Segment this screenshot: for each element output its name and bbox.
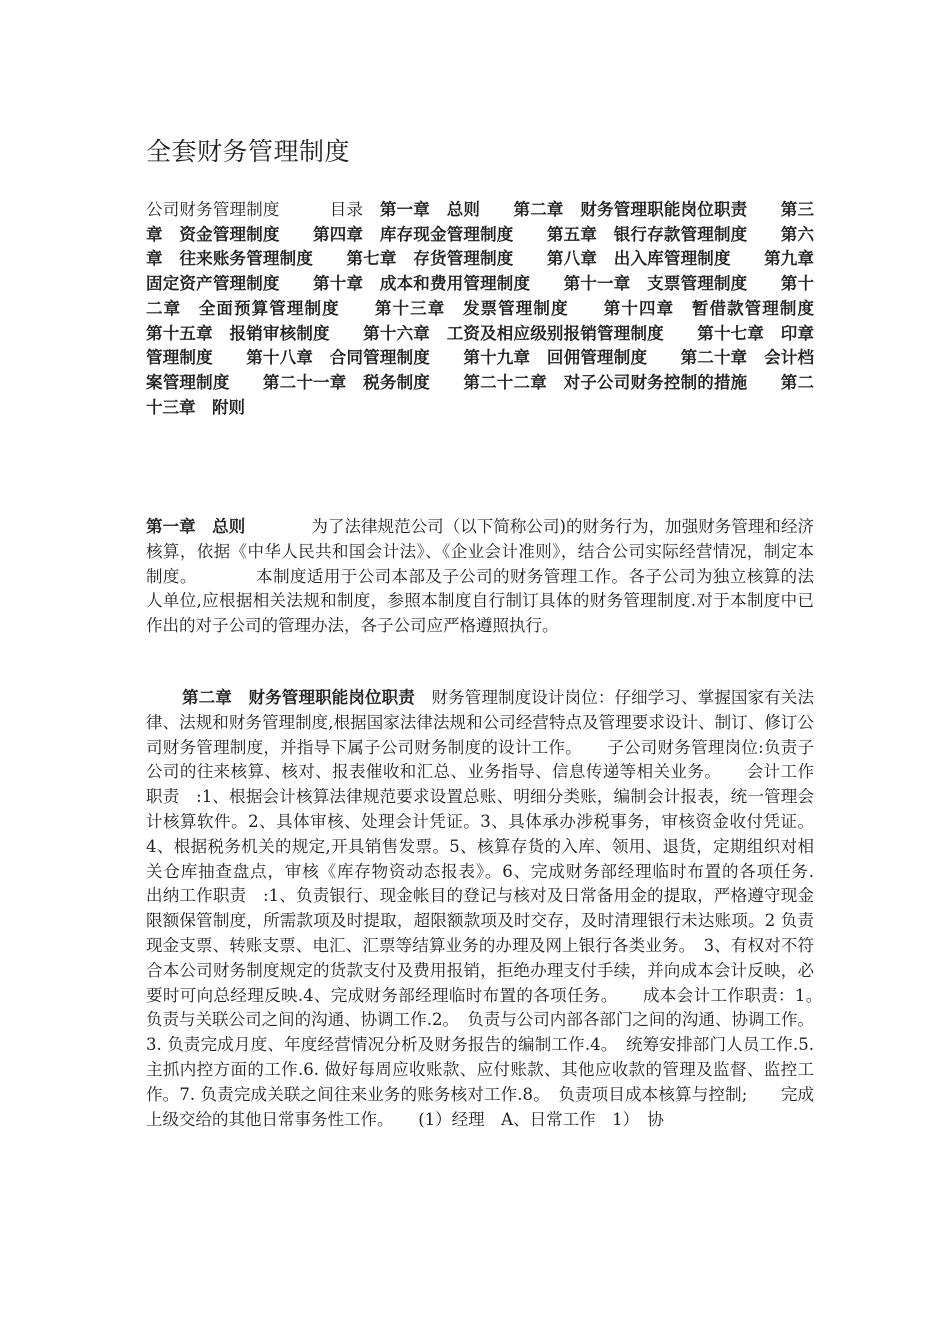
toc-lead: 公司财务管理制度 目录 <box>146 200 380 219</box>
chapter-2-paragraph <box>146 686 847 1132</box>
chapter-2-heading: 第二章 财务管理职能岗位职责 <box>182 688 415 707</box>
chapter-1-body: 为了法律规范公司（以下简称公司)的财务行为，加强财务管理和经济核算，依据《中华人民共和国会计法》、《企业会计准则》，结合公司实际经营情况，制定本制度。 本制度适用于公司本部及子公司的财务管理工作。各子公司为独立核算的法人单位,应根据相关法规和制度，参照本制度自行制订具体的财务管理制度.对于本制度中已作出的对子公司的管理办法，各子公司应严格遵照执行。 <box>146 517 814 636</box>
table-of-contents <box>146 198 847 420</box>
chapter-1-heading: 第一章 总则 <box>146 517 246 536</box>
chapter-1-paragraph <box>146 515 814 639</box>
toc-items: 第一章 总则 第二章 财务管理职能岗位职责 第三章 资金管理制度 第四章 库存现金管理制度 第五章 银行存款管理制度 第六章 往来账务管理制度 第七章 存货管理制度 第八章 出入库管理制度 第九章 固定资产管理制度 第十章 成本和费用管理制度 第十一章 支票管理制度 第十二章 全面预算管理制度 第十三章 发票管理制度 第十四章 暂借款管理制度 第十五章 报销审核制度 第十六章 工资及相应级别报销管理制度 第十七章 印章管理制度 第十八章 合同管理制度 第十九章 回佣管理制度 第二十章 会计档案管理制度 第二十一章 税务制度 第二十二章 对子公司财务控制的措施 第二十三章 附则 <box>146 200 847 417</box>
document-title: 全套财务管理制度 <box>146 137 351 166</box>
chapter-2-body: 财务管理制度设计岗位：仔细学习、掌握国家有关法律、法规和财务管理制度,根据国家法律法规和公司经营特点及管理要求设计、制订、修订公司财务管理制度，并指导下属子公司财务制度的设计工作。 子公司财务管理岗位:负责子公司的往来核算、核对、报表催收和汇总、业务指导、信息传递等相关业务。 会计工作职责 :1、根据会计核算法律规范要求设置总账、明细分类账，编制会计报表，统一管理会计核算软件。2、具体审核、处理会计凭证。3、具体承办涉税事务，审核资金收付凭证。4、根据税务机关的规定,开具销售发票。5、核算存货的入库、领用、退货，定期组织对相关仓库抽查盘点，审核《库存物资动态报表》。6、完成财务部经理临时布置的各项任务. 出纳工作职责 :1、负责银行、现金帐目的登记与核对及日常备用金的提取，严格遵守现金限额保管制度，所需款项及时提取，超限额款项及时交存，及时清理银行未达账项。2 负责现金支票、转账支票、电汇、汇票等结算业务的办理及网上银行各类业务。 3、有权对不符合本公司财务制度规定的货款支付及费用报销，拒绝办理支付手续，并向成本会计反映，必要时可向总经理反映.4、完成财务部经理临时布置的各项任务。 成本会计工作职责：1。 负责与关联公司之间的沟通、协调工作.2。 负责与公司内部各部门之间的沟通、协调工作。3. 负责完成月度、年度经营情况分析及财务报告的编制工作.4。 统筹安排部门人员工作.5. 主抓内控方面的工作.6. 做好每周应收账款、应付账款、其他应收款的管理及监督、监控工作。7. 负责完成关联之间往来业务的账务核对工作.8。 负责项目成本核算与控制; 完成上级交给的其他日常事务性工作。 (1）经理 A、日常工作 1） 协 <box>146 688 847 1129</box>
